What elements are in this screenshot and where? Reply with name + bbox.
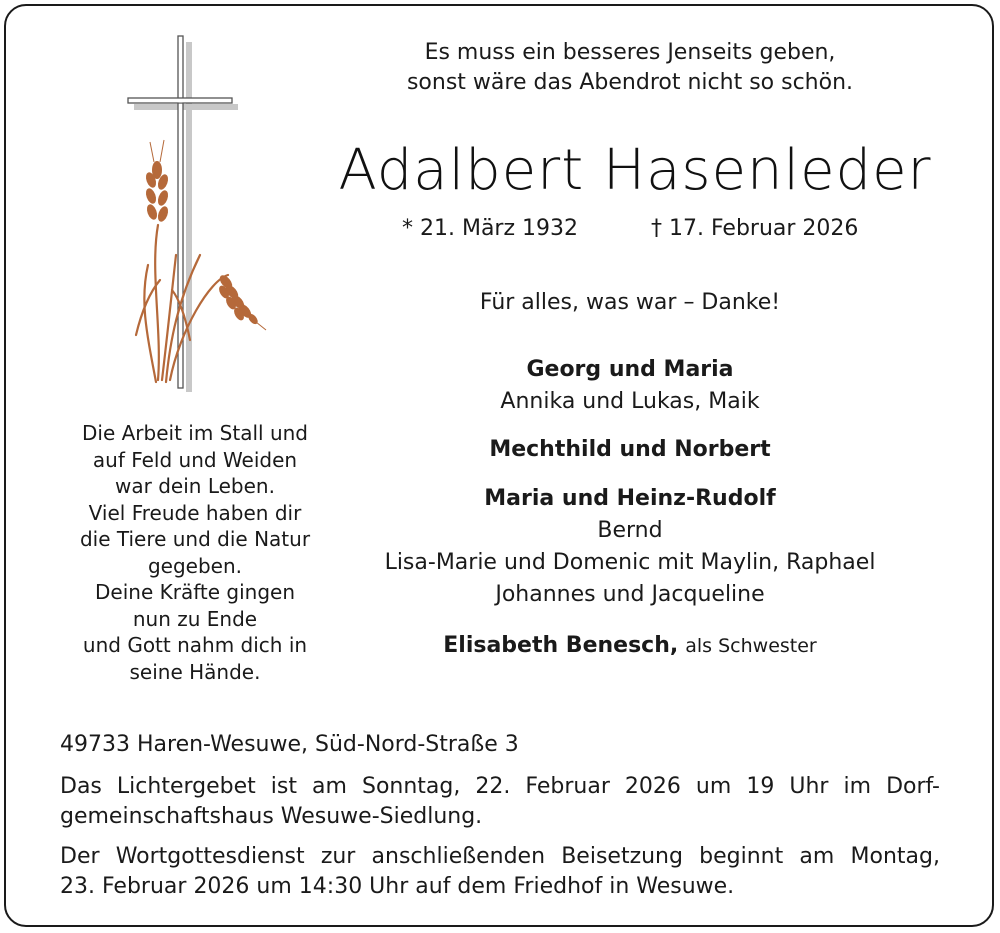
service-line-1: Der Wortgottesdienst zur anschließenden Beisetzung beginnt am Montag, [60,844,940,869]
motto-line-1: Es muss ein besseres Jenseits geben, [424,40,836,65]
motto [330,38,930,98]
family-group-2-head: Mechthild und Norbert [489,437,771,462]
family-group-4 [330,630,930,662]
family-group-1 [330,354,930,418]
family-group-1-line: Annika und Lukas, Maik [500,389,760,414]
poem [40,420,350,685]
poem-line: auf Feld und Weiden [92,447,298,472]
family-group-3 [330,483,930,611]
death-date: † 17. Februar 2026 [651,216,859,241]
service-announcement [60,842,940,902]
motto-line-2: sonst wäre das Abendrot nicht so schön. [406,70,854,95]
poem-line: war dein Leben. [115,474,275,498]
service-line-2: 23. Februar 2026 um 14:30 Uhr auf dem Friedhof in Wesuwe. [60,874,735,899]
family-group-3-line-3: Johannes und Jacqueline [495,582,765,607]
poem-line: die Tiere und die Natur [79,527,311,551]
poem-line: Deine Kräfte gingen [95,580,295,604]
family-group-1-head: Georg und Maria [526,357,734,382]
thanks-line: Für alles, was war – Danke! [479,290,781,315]
family-group-4-suffix: als Schwester [685,635,817,657]
family-group-3-line-1: Bernd [597,518,663,543]
poem-line: nun zu Ende [132,606,258,631]
address: 49733 Haren-Wesuwe, Süd-Nord-Straße 3 [60,732,519,757]
family-group-4-head: Elisabeth Benesch, [443,633,679,658]
poem-line: gegeben. [147,553,243,578]
cross-with-wheat-icon [120,30,270,400]
birth-date: * 21. März 1932 [402,216,579,241]
prayer-announcement [60,772,940,832]
poem-line: Viel Freude haben dir [88,500,302,525]
family-group-3-line-2: Lisa-Marie und Domenic mit Maylin, Raphael [384,550,876,575]
family-group-3-head: Maria und Heinz-Rudolf [484,486,776,511]
poem-line: Die Arbeit im Stall und [82,421,308,445]
poem-line: seine Hände. [129,659,261,684]
deceased-name: Adalbert Hasenleder [338,138,932,203]
prayer-line-1: Das Lichtergebet ist am Sonntag, 22. Februar 2026 um 19 Uhr im Dorf- [60,774,940,799]
prayer-line-2: gemeinschaftshaus Wesuwe-Siedlung. [60,804,483,829]
poem-line: und Gott nahm dich in [82,633,308,657]
